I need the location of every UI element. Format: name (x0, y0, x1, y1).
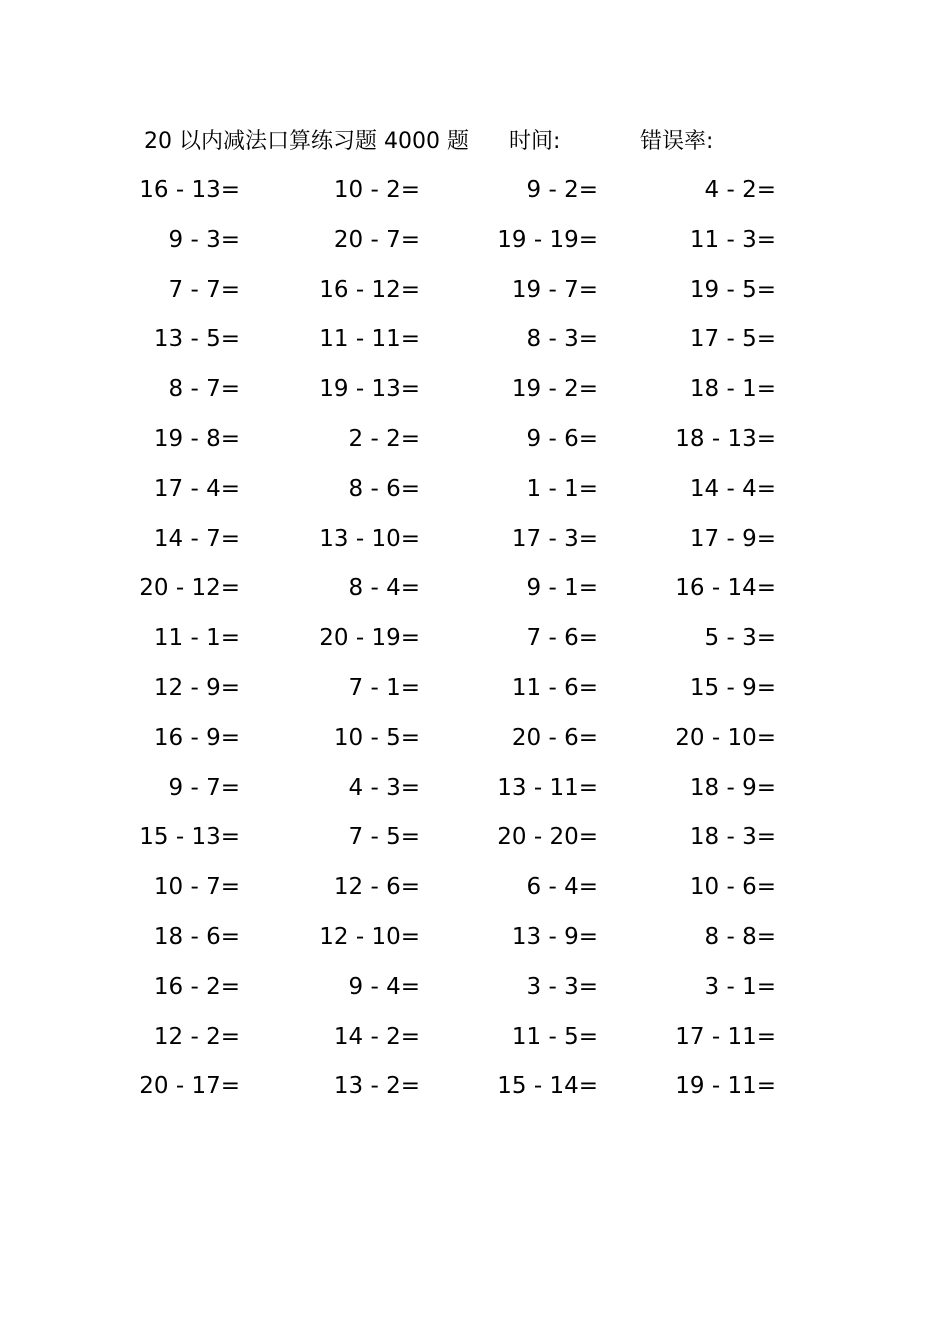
problem-cell: 7 - 7= (168, 276, 240, 303)
problem-row (0, 365, 950, 415)
problem-row (0, 166, 950, 216)
problem-row (0, 315, 950, 365)
problem-cell: 14 - 2= (333, 1023, 420, 1050)
problem-cell: 9 - 4= (348, 973, 420, 1000)
problem-row (0, 415, 950, 465)
problem-cell: 19 - 7= (511, 276, 598, 303)
problem-cell: 8 - 6= (348, 475, 420, 502)
problem-cell: 14 - 7= (153, 525, 240, 552)
problem-cell: 11 - 5= (511, 1023, 598, 1050)
problem-cell: 8 - 7= (168, 376, 240, 403)
problem-row (0, 714, 950, 764)
problem-row (0, 963, 950, 1013)
problem-row (0, 614, 950, 664)
problem-cell: 16 - 13= (139, 177, 240, 203)
problem-cell: 7 - 6= (526, 625, 598, 652)
problem-cell: 19 - 19= (497, 226, 598, 253)
problem-cell: 18 - 9= (689, 774, 776, 801)
problem-cell: 13 - 2= (333, 1073, 420, 1100)
problem-cell: 9 - 7= (168, 774, 240, 801)
problem-cell: 20 - 17= (139, 1073, 240, 1100)
problem-row (0, 465, 950, 515)
problem-cell: 14 - 4= (689, 475, 776, 502)
problem-cell: 10 - 7= (153, 874, 240, 901)
problem-cell: 16 - 9= (153, 724, 240, 751)
problem-cell: 18 - 13= (675, 425, 776, 452)
problem-cell: 20 - 20= (497, 824, 598, 851)
problem-row (0, 564, 950, 614)
problem-cell: 10 - 5= (333, 724, 420, 751)
problem-cell: 11 - 3= (689, 226, 776, 253)
problem-cell: 13 - 9= (511, 923, 598, 950)
problem-cell: 15 - 13= (139, 824, 240, 851)
problem-cell: 10 - 2= (333, 177, 420, 203)
problem-cell: 17 - 9= (689, 525, 776, 552)
problem-cell: 7 - 1= (348, 674, 420, 701)
problem-grid (0, 166, 950, 1112)
problem-cell: 13 - 11= (497, 774, 598, 801)
problem-cell: 4 - 3= (348, 774, 420, 801)
problem-cell: 18 - 3= (689, 824, 776, 851)
problem-cell: 13 - 10= (319, 525, 420, 552)
time-label: 时间: (509, 129, 561, 154)
problem-cell: 2 - 2= (348, 425, 420, 452)
error-rate-label: 错误率: (640, 129, 714, 154)
problem-row (0, 266, 950, 316)
problem-row (0, 863, 950, 913)
problem-cell: 7 - 5= (348, 824, 420, 851)
problem-cell: 19 - 13= (319, 376, 420, 403)
problem-cell: 8 - 3= (526, 326, 598, 353)
problem-cell: 13 - 5= (153, 326, 240, 353)
problem-row (0, 216, 950, 266)
problem-cell: 17 - 3= (511, 525, 598, 552)
problem-cell: 18 - 1= (689, 376, 776, 403)
problem-cell: 15 - 9= (689, 674, 776, 701)
problem-cell: 19 - 11= (675, 1073, 776, 1100)
problem-row (0, 913, 950, 963)
problem-cell: 3 - 3= (526, 973, 598, 1000)
problem-cell: 12 - 2= (153, 1023, 240, 1050)
problem-cell: 19 - 2= (511, 376, 598, 403)
problem-row (0, 515, 950, 565)
problem-cell: 8 - 4= (348, 575, 420, 602)
problem-cell: 8 - 8= (704, 923, 776, 950)
problem-cell: 6 - 4= (526, 874, 598, 901)
problem-cell: 20 - 12= (139, 575, 240, 602)
problem-cell: 20 - 6= (511, 724, 598, 751)
problem-cell: 20 - 19= (319, 625, 420, 652)
problem-cell: 12 - 6= (333, 874, 420, 901)
problem-cell: 11 - 11= (319, 326, 420, 353)
problem-cell: 20 - 10= (675, 724, 776, 751)
problem-row (0, 664, 950, 714)
problem-cell: 11 - 1= (153, 625, 240, 652)
problem-cell: 16 - 2= (153, 973, 240, 1000)
problem-cell: 9 - 6= (526, 425, 598, 452)
problem-cell: 9 - 3= (168, 226, 240, 253)
problem-cell: 18 - 6= (153, 923, 240, 950)
problem-cell: 20 - 7= (333, 226, 420, 253)
worksheet-header (144, 124, 864, 160)
problem-cell: 19 - 8= (153, 425, 240, 452)
problem-cell: 3 - 1= (704, 973, 776, 1000)
problem-cell: 11 - 6= (511, 674, 598, 701)
problem-cell: 17 - 5= (689, 326, 776, 353)
worksheet-title: 20 以内减法口算练习题 4000 题 (144, 129, 469, 154)
problem-row (0, 764, 950, 814)
problem-cell: 10 - 6= (689, 874, 776, 901)
problem-row (0, 813, 950, 863)
problem-cell: 17 - 11= (675, 1023, 776, 1050)
problem-cell: 17 - 4= (153, 475, 240, 502)
problem-cell: 19 - 5= (689, 276, 776, 303)
problem-row (0, 1062, 950, 1112)
problem-row (0, 1013, 950, 1063)
problem-cell: 12 - 9= (153, 674, 240, 701)
problem-cell: 9 - 1= (526, 575, 598, 602)
problem-cell: 4 - 2= (704, 177, 776, 203)
problem-cell: 5 - 3= (704, 625, 776, 652)
problem-cell: 15 - 14= (497, 1073, 598, 1100)
problem-cell: 1 - 1= (526, 475, 598, 502)
problem-cell: 12 - 10= (319, 923, 420, 950)
problem-cell: 9 - 2= (526, 177, 598, 203)
problem-cell: 16 - 14= (675, 575, 776, 602)
problem-cell: 16 - 12= (319, 276, 420, 303)
